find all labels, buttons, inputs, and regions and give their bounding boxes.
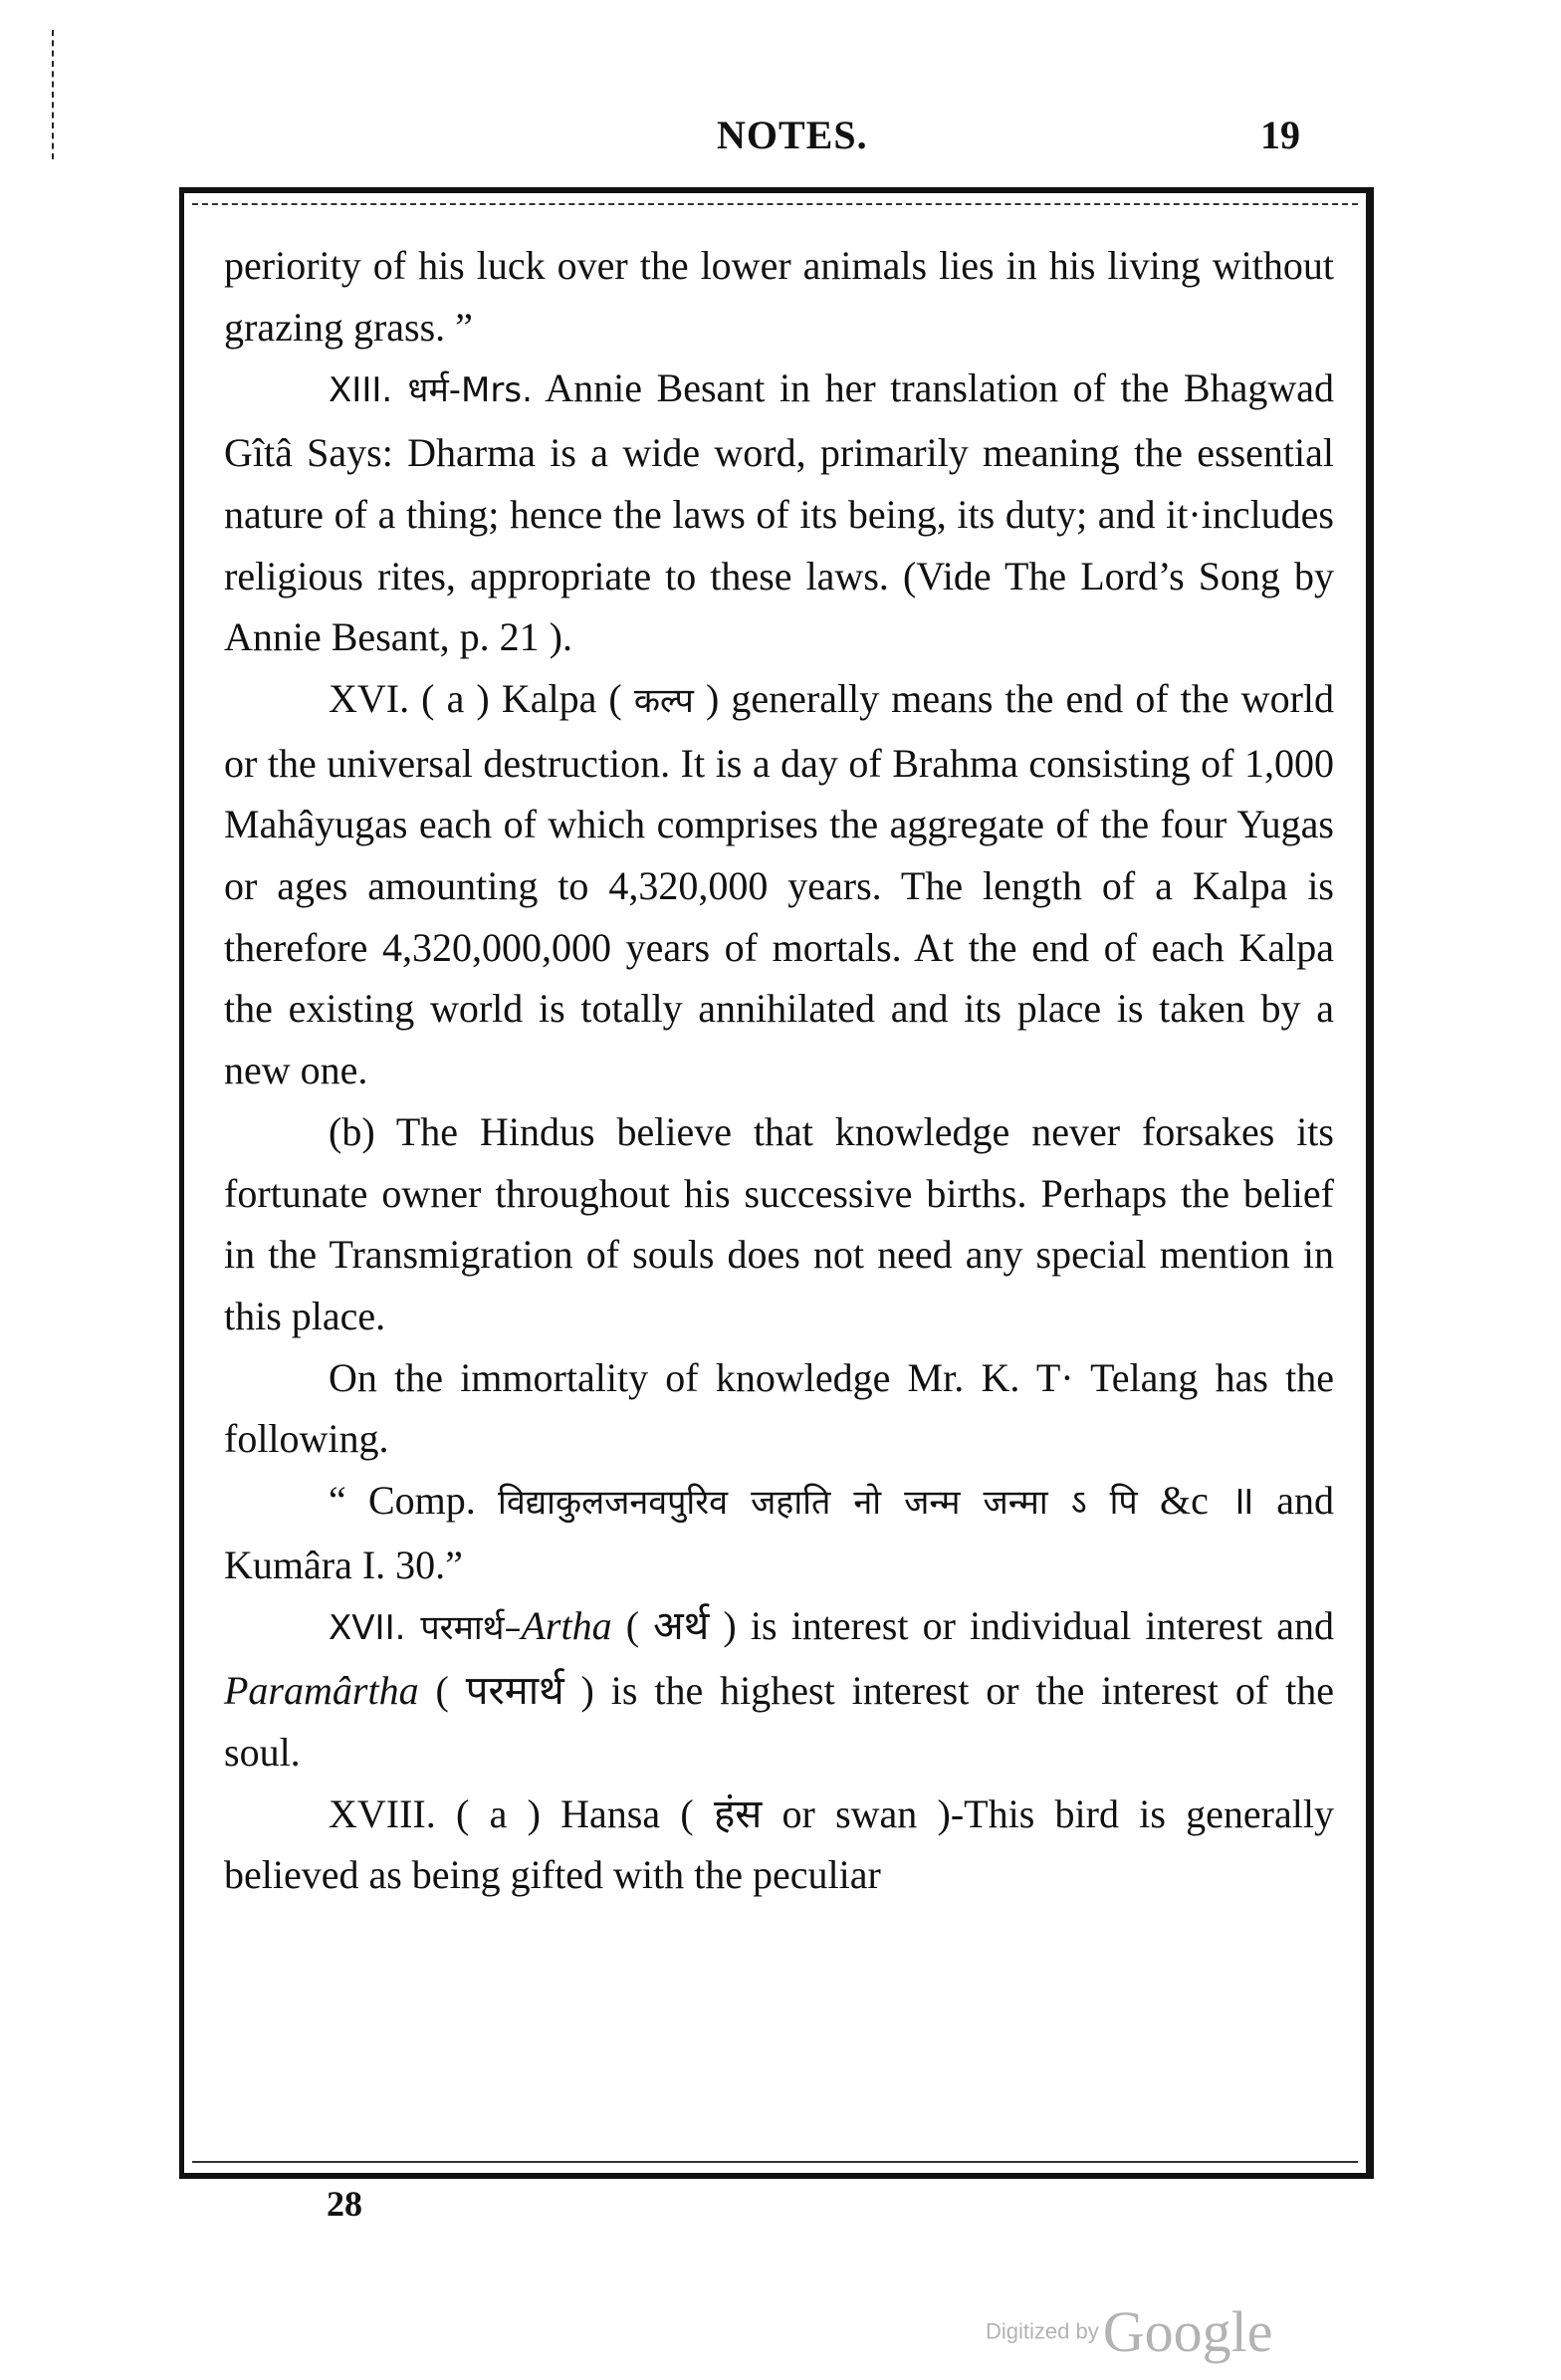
paragraph-note-xvii [224,1595,1334,1783]
note-xiii-lead: XIII. धर्म-Mrs. [329,370,533,411]
page-number: 19 [1260,113,1300,157]
note-xvi-devanagari: कल्प [633,680,694,721]
quote-reference: and Kumâra I. 30.” [224,1478,1335,1587]
paragraph-immortality: On the immortality of knowledge Mr. K. T· Telang has the following. [224,1354,1334,1462]
paragraph-note-xvi-a [224,668,1334,1101]
running-title: NOTES. [717,113,868,157]
quote-lead: “ Comp. [329,1478,476,1524]
signature-mark: 28 [327,2184,362,2224]
paragraph-quotation [224,1470,1334,1595]
note-xiii-text: Annie Besant in her translation of the Bhagwad Gîtâ Says: Dharma is a wide word, primarily meaning the essential nature of a thing; hence the laws of its being, its duty; and it·includes religious rites, appropriate to these laws. (Vide The Lord’s Song by Annie Besant, p. 21 ). [224,365,1334,660]
google-logo: Google [1102,2299,1273,2364]
digitized-prefix: Digitized by [986,2318,1099,2344]
note-xvii-paramartha: Paramârtha [224,1668,419,1714]
paragraph-note-xviii: XVIII. ( a ) Hansa ( हंस or swan )-This bird is generally believed as being gifted with the peculiar [224,1790,1334,1898]
note-xvii-mid1: ( अर्थ ) is interest or individual interest and [611,1603,1334,1649]
note-xvii-artha: Artha [521,1603,612,1649]
paragraph-note-xiii [224,357,1334,668]
digitized-by-google-watermark [986,2298,1272,2365]
note-xvi-text: ) generally means the end of the world or the universal destruction. It is a day of Brahma consisting of 1,000 Mahâyugas each of which comprises the aggregate of the four Yugas or ages amounting to 4,320,000 years. The length of a Kalpa is therefore 4,320,000,000 years of mortals. At the end of each Kalpa the existing world is totally annihilated and its place is taken by a new one. [224,675,1334,1093]
note-xvii-lead: XVII. परमार्थ– [329,1608,522,1649]
page-header [0,112,1561,171]
page-body [224,235,1334,1906]
paragraph-note-xvi-b: (b) The Hindus believe that knowledge never forsakes its fortunate owner throughout his successive births. Perhaps the belief in the Transmigration of souls does not need any special mention in this place. [224,1108,1334,1338]
quote-tail: &c ॥ [1159,1478,1255,1524]
paragraph-continuation: periority of his luck over the lower animals lies in his living without grazing grass. ” [224,243,1334,350]
note-xvi-lead: XVI. ( a ) Kalpa ( [329,675,622,721]
quote-devanagari: विद्याकुलजनवपुरिव जहाति नो जन्म जन्मा ऽ पि [498,1483,1138,1524]
note-xvii-mid2: ( परमार्थ ) is the highest interest or the interest of the soul. [224,1668,1334,1775]
